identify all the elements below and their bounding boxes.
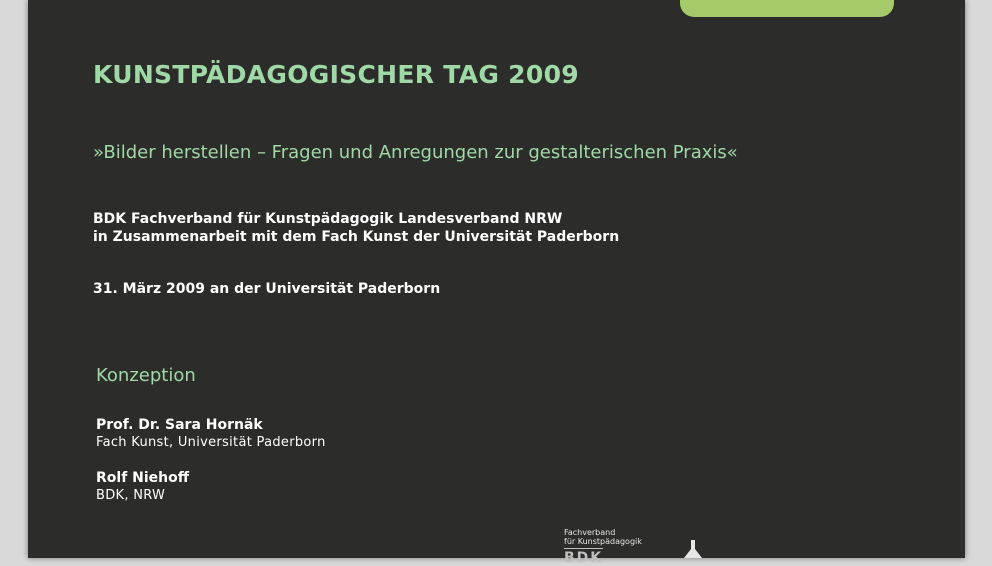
page-subtitle: »Bilder herstellen – Fragen und Anregungen zur gestalterischen Praxis« bbox=[93, 142, 738, 163]
event-date: 31. März 2009 an der Universität Paderborn bbox=[93, 281, 441, 297]
organizer-line-1: BDK Fachverband für Kunstpädagogik Landesverband NRW bbox=[93, 211, 563, 227]
bdk-logo-line-2: für Kunstpädagogik bbox=[564, 537, 642, 546]
person-entry bbox=[96, 417, 326, 451]
top-tab[interactable] bbox=[680, 0, 894, 17]
person-affiliation: Fach Kunst, Universität Paderborn bbox=[96, 435, 326, 450]
person-affiliation: BDK, NRW bbox=[96, 488, 166, 503]
flyer-page bbox=[28, 0, 965, 566]
bdk-logo-text bbox=[564, 528, 642, 546]
conception-heading: Konzeption bbox=[96, 365, 196, 386]
person-name: Rolf Niehoff bbox=[96, 470, 190, 486]
organizer-line-2: in Zusammenarbeit mit dem Fach Kunst der Universität Paderborn bbox=[93, 229, 620, 245]
page-title: KUNSTPÄDAGOGISCHER TAG 2009 bbox=[93, 60, 579, 89]
university-logo-icon bbox=[678, 540, 708, 558]
person-entry bbox=[96, 470, 189, 504]
bdk-logo-line-1: Fachverband bbox=[564, 528, 616, 537]
person-name: Prof. Dr. Sara Hornäk bbox=[96, 417, 263, 433]
organizer-block bbox=[93, 210, 619, 246]
bdk-logo-mark: BDK bbox=[564, 550, 604, 566]
